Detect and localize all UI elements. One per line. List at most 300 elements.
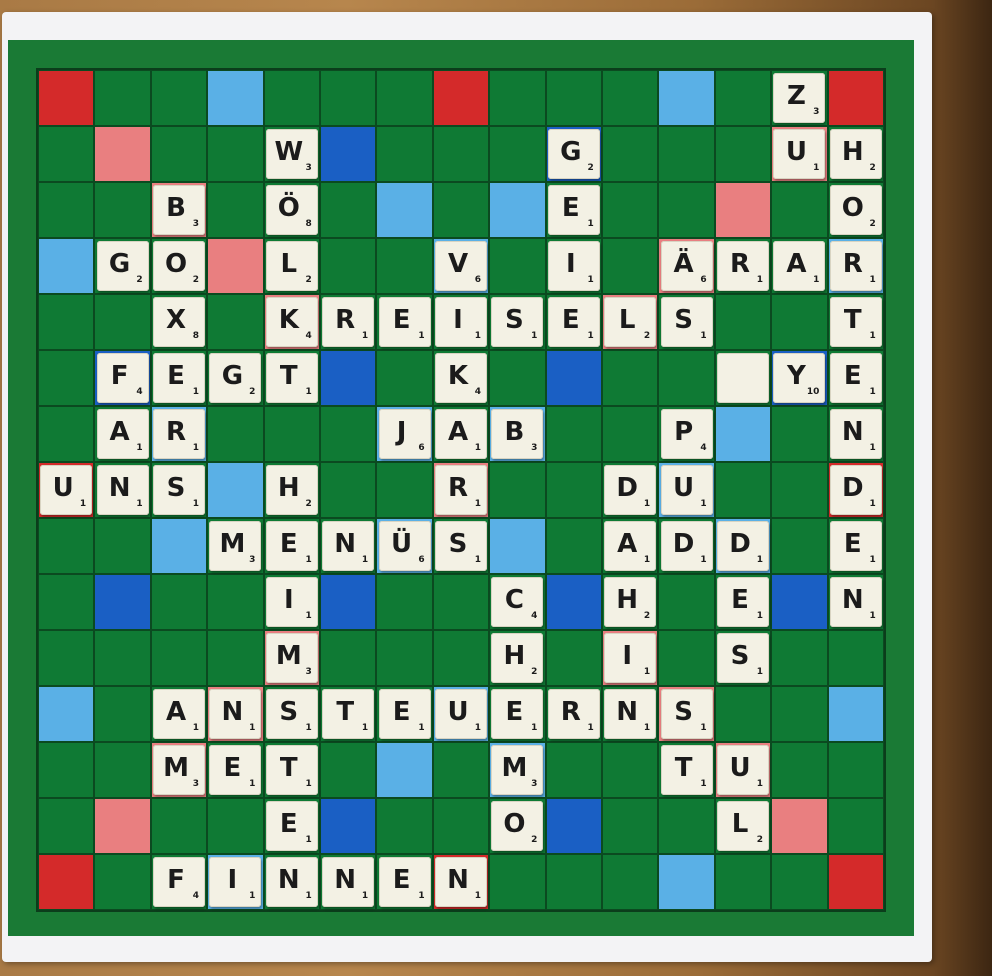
letter-tile[interactable]	[153, 409, 205, 459]
tile-points: 1	[305, 891, 312, 901]
board-square[interactable]	[94, 742, 150, 798]
letter-tile[interactable]	[266, 633, 318, 683]
tile-letter: B	[504, 417, 525, 447]
tile-letter: D	[729, 529, 751, 559]
tile-letter: M	[275, 641, 302, 671]
board-square[interactable]	[94, 686, 150, 742]
board-square[interactable]	[546, 630, 602, 686]
board-square[interactable]	[489, 350, 545, 406]
board-square[interactable]	[715, 126, 771, 182]
tile-points: 1	[305, 555, 312, 565]
letter-tile[interactable]	[266, 353, 318, 403]
tile-points: 1	[869, 275, 876, 285]
board-square[interactable]	[715, 70, 771, 126]
letter-tile[interactable]	[435, 297, 487, 347]
tile-letter: F	[110, 361, 129, 391]
letter-tile[interactable]	[435, 241, 487, 291]
premium-square-dl[interactable]	[489, 182, 545, 238]
letter-tile[interactable]	[717, 633, 769, 683]
board-square[interactable]	[771, 294, 827, 350]
board-square[interactable]	[38, 798, 94, 854]
tile-letter: S	[279, 697, 299, 727]
board-square[interactable]	[376, 574, 432, 630]
tile-points: 4	[531, 611, 538, 621]
letter-tile[interactable]	[717, 577, 769, 627]
premium-square-dl[interactable]	[376, 742, 432, 798]
board-square[interactable]	[602, 742, 658, 798]
board-square[interactable]	[489, 238, 545, 294]
tile-letter: L	[618, 305, 636, 335]
board-square[interactable]	[602, 182, 658, 238]
board-square[interactable]	[94, 294, 150, 350]
tile-points: 1	[700, 499, 707, 509]
board-square[interactable]	[546, 742, 602, 798]
board-square[interactable]	[771, 742, 827, 798]
premium-square-dl[interactable]	[715, 406, 771, 462]
board-square[interactable]	[376, 70, 432, 126]
letter-tile[interactable]	[717, 353, 769, 403]
letter-tile[interactable]	[266, 297, 318, 347]
tile-points: 2	[643, 611, 651, 621]
tile-points: 1	[587, 723, 594, 733]
letter-tile[interactable]	[209, 689, 261, 739]
board-square[interactable]	[38, 182, 94, 238]
board-square[interactable]	[658, 182, 714, 238]
tile-letter: Ü	[391, 529, 413, 559]
letter-tile[interactable]	[435, 409, 487, 459]
letter-tile[interactable]	[661, 745, 713, 795]
letter-tile[interactable]	[717, 521, 769, 571]
letter-tile[interactable]	[209, 745, 261, 795]
board-square[interactable]	[489, 70, 545, 126]
letter-tile[interactable]	[830, 577, 882, 627]
letter-tile[interactable]	[604, 465, 656, 515]
board-square[interactable]	[433, 798, 489, 854]
premium-square-dl[interactable]	[207, 462, 263, 518]
premium-square-tl[interactable]	[546, 798, 602, 854]
premium-square-dw[interactable]	[94, 126, 150, 182]
tile-letter: A	[447, 417, 469, 447]
tile-letter: G	[108, 249, 131, 279]
premium-square-tl[interactable]	[320, 798, 376, 854]
letter-tile[interactable]	[266, 801, 318, 851]
tile-letter: I	[622, 641, 633, 671]
board-square[interactable]	[658, 798, 714, 854]
board-square[interactable]	[376, 462, 432, 518]
tile-points: 3	[531, 443, 538, 453]
tile-points: 1	[587, 219, 594, 229]
board-square[interactable]	[489, 462, 545, 518]
premium-square-tl[interactable]	[771, 574, 827, 630]
premium-square-dw[interactable]	[207, 238, 263, 294]
letter-tile[interactable]	[266, 241, 318, 291]
board-square[interactable]	[38, 406, 94, 462]
letter-tile[interactable]	[153, 465, 205, 515]
tile-points: 10	[806, 387, 820, 397]
board-square[interactable]	[320, 238, 376, 294]
board-square[interactable]	[489, 854, 545, 910]
board-square[interactable]	[658, 126, 714, 182]
tile-letter: K	[278, 305, 299, 335]
letter-tile[interactable]	[491, 801, 543, 851]
tile-letter: E	[505, 697, 524, 727]
letter-tile[interactable]	[661, 241, 713, 291]
tile-letter: A	[109, 417, 130, 447]
letter-tile[interactable]	[661, 297, 713, 347]
premium-square-tw[interactable]	[38, 70, 94, 126]
letter-tile[interactable]	[379, 689, 431, 739]
letter-tile[interactable]	[153, 297, 205, 347]
board-square[interactable]	[207, 798, 263, 854]
tile-points: 1	[756, 611, 763, 621]
letter-tile[interactable]	[548, 297, 600, 347]
board-square[interactable]	[38, 630, 94, 686]
tile-letter: G	[221, 361, 244, 391]
premium-square-tw[interactable]	[433, 70, 489, 126]
letter-tile[interactable]	[435, 689, 487, 739]
letter-tile[interactable]	[491, 297, 543, 347]
board-square[interactable]	[715, 854, 771, 910]
premium-square-dl[interactable]	[207, 70, 263, 126]
letter-tile[interactable]	[153, 745, 205, 795]
board-square[interactable]	[546, 462, 602, 518]
board-square[interactable]	[602, 798, 658, 854]
board-square[interactable]	[207, 126, 263, 182]
letter-tile[interactable]	[40, 465, 92, 515]
board-square[interactable]	[320, 182, 376, 238]
letter-tile[interactable]	[322, 521, 374, 571]
letter-tile[interactable]	[830, 465, 882, 515]
board-square[interactable]	[320, 742, 376, 798]
board-square[interactable]	[489, 126, 545, 182]
letter-tile[interactable]	[830, 521, 882, 571]
letter-tile[interactable]	[266, 465, 318, 515]
letter-tile[interactable]	[830, 297, 882, 347]
letter-tile[interactable]	[266, 129, 318, 179]
board-square[interactable]	[94, 854, 150, 910]
premium-square-tl[interactable]	[94, 574, 150, 630]
letter-tile[interactable]	[773, 73, 825, 123]
tile-points: 6	[700, 275, 707, 285]
premium-square-dl[interactable]	[489, 518, 545, 574]
board-square[interactable]	[320, 462, 376, 518]
letter-tile[interactable]	[322, 857, 374, 907]
letter-tile[interactable]	[97, 241, 149, 291]
tile-points: 1	[361, 723, 369, 733]
letter-tile[interactable]	[717, 801, 769, 851]
letter-tile[interactable]	[548, 689, 600, 739]
board-square[interactable]	[376, 798, 432, 854]
board-square[interactable]	[602, 350, 658, 406]
letter-tile[interactable]	[379, 857, 431, 907]
board-square[interactable]	[151, 70, 207, 126]
letter-tile[interactable]	[830, 129, 882, 179]
board-square[interactable]	[94, 182, 150, 238]
tile-points: 6	[418, 555, 425, 565]
board-square[interactable]	[376, 630, 432, 686]
board-square[interactable]	[771, 406, 827, 462]
letter-tile[interactable]	[209, 353, 261, 403]
board-square[interactable]	[151, 798, 207, 854]
premium-square-tl[interactable]	[320, 350, 376, 406]
letter-tile[interactable]	[153, 353, 205, 403]
premium-square-tl[interactable]	[546, 574, 602, 630]
tile-letter: N	[841, 585, 864, 615]
board-square[interactable]	[433, 630, 489, 686]
board-square[interactable]	[320, 630, 376, 686]
letter-tile[interactable]	[491, 409, 543, 459]
tile-points: 2	[531, 835, 538, 845]
letter-tile[interactable]	[153, 185, 205, 235]
letter-tile[interactable]	[435, 353, 487, 403]
board-square[interactable]	[546, 518, 602, 574]
board-square[interactable]	[207, 406, 263, 462]
letter-tile[interactable]	[717, 241, 769, 291]
tile-letter: X	[165, 305, 187, 335]
letter-tile[interactable]	[661, 689, 713, 739]
letter-tile[interactable]	[830, 185, 882, 235]
board-square[interactable]	[602, 126, 658, 182]
premium-square-dw[interactable]	[715, 182, 771, 238]
board-square[interactable]	[264, 406, 320, 462]
board-square[interactable]	[376, 126, 432, 182]
letter-tile[interactable]	[379, 297, 431, 347]
board-square[interactable]	[38, 126, 94, 182]
board-square[interactable]	[320, 70, 376, 126]
board-square[interactable]	[433, 126, 489, 182]
letter-tile[interactable]	[491, 745, 543, 795]
letter-tile[interactable]	[266, 185, 318, 235]
premium-square-tw[interactable]	[38, 854, 94, 910]
tile-points: 1	[305, 779, 312, 789]
board-square[interactable]	[376, 238, 432, 294]
letter-tile[interactable]	[153, 241, 205, 291]
board-square[interactable]	[828, 742, 884, 798]
board-square[interactable]	[320, 406, 376, 462]
letter-tile[interactable]	[548, 129, 600, 179]
premium-square-tl[interactable]	[320, 126, 376, 182]
letter-tile[interactable]	[604, 297, 656, 347]
tile-letter: O	[164, 249, 188, 279]
tile-points: 1	[643, 555, 651, 565]
premium-square-dl[interactable]	[828, 686, 884, 742]
letter-tile[interactable]	[435, 521, 487, 571]
board-square[interactable]	[94, 70, 150, 126]
letter-tile[interactable]	[97, 465, 149, 515]
letter-tile[interactable]	[830, 241, 882, 291]
tile-letter: B	[166, 193, 186, 223]
tile-letter: S	[505, 305, 524, 335]
premium-square-dl[interactable]	[38, 238, 94, 294]
tile-points: 1	[700, 331, 707, 341]
premium-square-dw[interactable]	[94, 798, 150, 854]
letter-tile[interactable]	[661, 409, 713, 459]
letter-tile[interactable]	[717, 745, 769, 795]
letter-tile[interactable]	[435, 857, 487, 907]
tile-letter: C	[504, 585, 524, 615]
board-square[interactable]	[715, 686, 771, 742]
board-square[interactable]	[207, 182, 263, 238]
tile-points: 4	[192, 891, 199, 901]
letter-tile[interactable]	[548, 241, 600, 291]
premium-square-tw[interactable]	[828, 854, 884, 910]
board-square[interactable]	[771, 182, 827, 238]
premium-square-tl[interactable]	[320, 574, 376, 630]
board-square[interactable]	[658, 350, 714, 406]
premium-square-dl[interactable]	[658, 70, 714, 126]
board-square[interactable]	[38, 574, 94, 630]
letter-tile[interactable]	[379, 521, 431, 571]
letter-tile[interactable]	[604, 689, 656, 739]
letter-tile[interactable]	[491, 689, 543, 739]
board-square[interactable]	[715, 462, 771, 518]
tile-points: 2	[869, 219, 876, 229]
premium-square-dw[interactable]	[771, 798, 827, 854]
board-square[interactable]	[38, 294, 94, 350]
tile-letter: I	[453, 305, 463, 335]
letter-tile[interactable]	[379, 409, 431, 459]
letter-tile[interactable]	[604, 521, 656, 571]
tile-letter: E	[561, 193, 580, 223]
tile-points: 1	[305, 723, 312, 733]
tile-letter: F	[167, 865, 185, 895]
letter-tile[interactable]	[830, 353, 882, 403]
letter-tile[interactable]	[266, 689, 318, 739]
board-square[interactable]	[94, 518, 150, 574]
tile-points: 1	[136, 443, 143, 453]
board-square[interactable]	[771, 462, 827, 518]
board-square[interactable]	[38, 350, 94, 406]
tile-letter: E	[279, 809, 298, 839]
letter-tile[interactable]	[266, 521, 318, 571]
premium-square-tw[interactable]	[828, 70, 884, 126]
tile-points: 8	[305, 219, 312, 229]
letter-tile[interactable]	[773, 129, 825, 179]
tile-points: 1	[192, 499, 199, 509]
tile-points: 1	[418, 331, 425, 341]
letter-tile[interactable]	[209, 521, 261, 571]
tile-letter: N	[447, 865, 469, 895]
tile-letter: R	[335, 305, 356, 335]
board-square[interactable]	[828, 630, 884, 686]
tile-letter: U	[785, 137, 807, 167]
tile-letter: Ä	[673, 249, 694, 279]
letter-tile[interactable]	[97, 353, 149, 403]
board-square[interactable]	[546, 70, 602, 126]
premium-square-dl[interactable]	[38, 686, 94, 742]
tile-points: 1	[869, 611, 876, 621]
tile-points: 3	[249, 555, 256, 565]
letter-tile[interactable]	[97, 409, 149, 459]
letter-tile[interactable]	[830, 409, 882, 459]
letter-tile[interactable]	[322, 297, 374, 347]
board-square[interactable]	[207, 574, 263, 630]
tile-points: 4	[700, 443, 707, 453]
board-square[interactable]	[94, 630, 150, 686]
letter-tile[interactable]	[661, 521, 713, 571]
tile-points: 8	[192, 331, 199, 341]
board-square[interactable]	[771, 630, 827, 686]
board-square[interactable]	[151, 630, 207, 686]
tile-letter: U	[673, 473, 695, 503]
board-square[interactable]	[602, 854, 658, 910]
letter-tile[interactable]	[322, 689, 374, 739]
tile-points: 1	[700, 555, 707, 565]
board-square[interactable]	[151, 126, 207, 182]
board-square[interactable]	[771, 686, 827, 742]
board-square[interactable]	[433, 182, 489, 238]
letter-tile[interactable]	[266, 857, 318, 907]
board-square[interactable]	[771, 854, 827, 910]
board-square[interactable]	[546, 854, 602, 910]
letter-tile[interactable]	[266, 577, 318, 627]
tile-letter: O	[841, 193, 864, 223]
board-square[interactable]	[715, 294, 771, 350]
board-square[interactable]	[546, 406, 602, 462]
board-square[interactable]	[38, 518, 94, 574]
letter-tile[interactable]	[548, 185, 600, 235]
letter-tile[interactable]	[153, 689, 205, 739]
tile-points: 2	[305, 499, 312, 509]
board-square[interactable]	[828, 798, 884, 854]
letter-tile[interactable]	[209, 857, 261, 907]
letter-tile[interactable]	[153, 857, 205, 907]
premium-square-tl[interactable]	[546, 350, 602, 406]
letter-tile[interactable]	[773, 353, 825, 403]
tile-points: 3	[305, 667, 312, 677]
letter-tile[interactable]	[266, 745, 318, 795]
board-square[interactable]	[771, 518, 827, 574]
premium-square-dl[interactable]	[151, 518, 207, 574]
tile-letter: E	[843, 361, 862, 391]
tile-points: 1	[869, 331, 876, 341]
board-square[interactable]	[658, 630, 714, 686]
tile-points: 3	[531, 779, 538, 789]
board-square[interactable]	[207, 630, 263, 686]
board-square[interactable]	[602, 406, 658, 462]
letter-tile[interactable]	[604, 633, 656, 683]
tile-letter: H	[503, 641, 526, 671]
tile-points: 1	[700, 723, 707, 733]
letter-tile[interactable]	[773, 241, 825, 291]
letter-tile[interactable]	[491, 633, 543, 683]
board-square[interactable]	[207, 294, 263, 350]
board-square[interactable]	[602, 70, 658, 126]
tile-points: 1	[756, 667, 763, 677]
tile-points: 1	[192, 387, 199, 397]
board-square[interactable]	[264, 70, 320, 126]
board-square[interactable]	[151, 574, 207, 630]
tile-points: 2	[249, 387, 256, 397]
tile-points: 1	[249, 723, 256, 733]
board-square[interactable]	[602, 238, 658, 294]
letter-tile[interactable]	[435, 465, 487, 515]
premium-square-dl[interactable]	[376, 182, 432, 238]
tile-letter: A	[617, 529, 638, 559]
tile-letter: E	[392, 305, 411, 335]
premium-square-dl[interactable]	[658, 854, 714, 910]
board-square[interactable]	[433, 574, 489, 630]
board-square[interactable]	[658, 574, 714, 630]
board-square[interactable]	[376, 350, 432, 406]
letter-tile[interactable]	[491, 577, 543, 627]
board-square[interactable]	[433, 742, 489, 798]
tile-points: 2	[869, 163, 876, 173]
letter-tile[interactable]	[604, 577, 656, 627]
letter-tile[interactable]	[661, 465, 713, 515]
tile-points: 1	[474, 723, 481, 733]
board-square[interactable]	[38, 742, 94, 798]
